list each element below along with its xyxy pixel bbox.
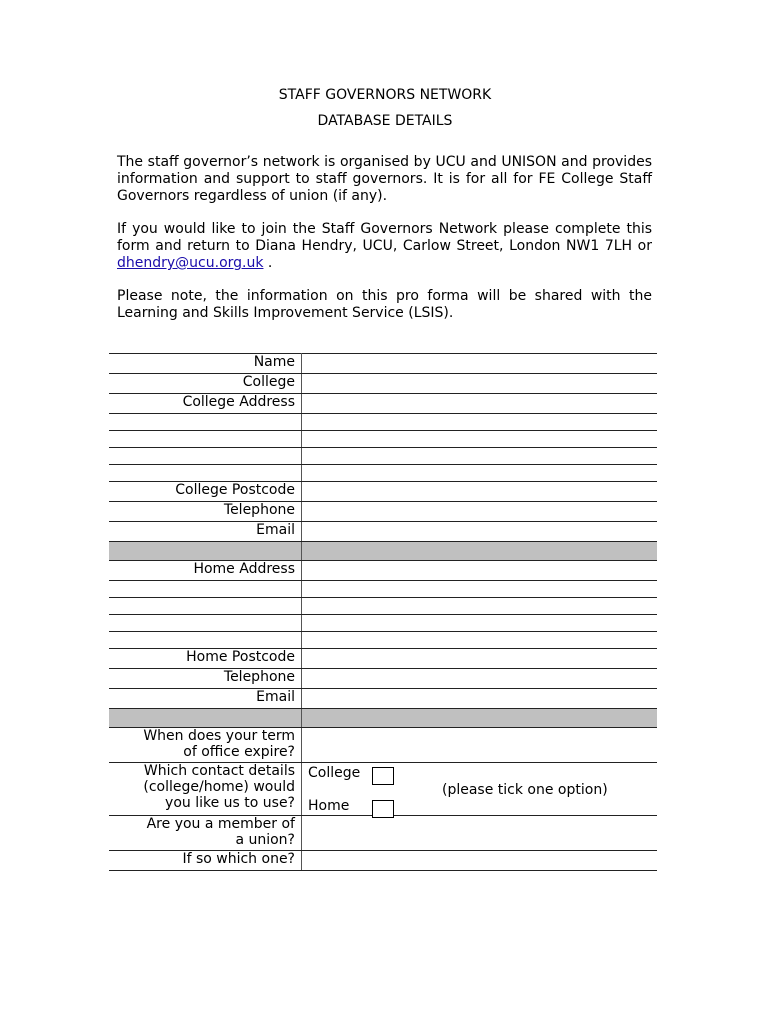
home-postcode-field[interactable]	[302, 649, 658, 669]
college-address-line-field[interactable]	[302, 414, 658, 431]
college-telephone-label: Telephone	[109, 502, 302, 522]
union-member-field[interactable]	[302, 816, 658, 851]
home-address-line-label	[109, 598, 302, 615]
home-email-field[interactable]	[302, 689, 658, 709]
term-expiry-label	[109, 728, 302, 763]
college-address-line-label	[109, 448, 302, 465]
college-postcode-field[interactable]	[302, 482, 658, 502]
contact-line1: Which contact details	[143, 763, 295, 779]
college-address-line-field[interactable]	[302, 465, 658, 482]
home-address-line-field[interactable]	[302, 598, 658, 615]
section-divider	[302, 709, 658, 728]
home-checkbox[interactable]	[372, 800, 394, 818]
home-email-label: Email	[109, 689, 302, 709]
term-expiry-field[interactable]	[302, 728, 658, 763]
note-paragraph: Please note, the information on this pro forma will be shared with the Learning and Skills Improvement Service (LSIS).	[117, 288, 652, 321]
college-postcode-label: College Postcode	[109, 482, 302, 502]
college-email-label: Email	[109, 522, 302, 542]
contact-line2: (college/home) would	[143, 779, 295, 795]
details-form	[109, 353, 657, 871]
college-address-line-field[interactable]	[302, 431, 658, 448]
union-member-label	[109, 816, 302, 851]
join-text: If you would like to join the Staff Governors Network please complete this form and return to Diana Hendry, UCU, Carlow Street, London NW1 7LH or	[117, 221, 652, 254]
tick-hint: (please tick one option)	[442, 782, 608, 798]
home-postcode-label: Home Postcode	[109, 649, 302, 669]
college-address-line-label	[109, 431, 302, 448]
college-email-field[interactable]	[302, 522, 658, 542]
college-telephone-field[interactable]	[302, 502, 658, 522]
which-union-label: If so which one?	[109, 851, 302, 871]
section-divider	[109, 542, 302, 561]
home-address-line-field[interactable]	[302, 581, 658, 598]
email-link[interactable]: dhendry@ucu.org.uk	[117, 255, 264, 271]
contact-preference-cell	[302, 763, 658, 816]
home-address-line-field[interactable]	[302, 615, 658, 632]
home-address-line-label	[109, 632, 302, 649]
option-college-label: College	[308, 765, 361, 781]
college-address-line-label	[109, 414, 302, 431]
union-line1: Are you a member of	[146, 816, 295, 832]
option-home-label: Home	[308, 798, 350, 814]
contact-line3: you like us to use?	[165, 795, 295, 811]
section-divider	[302, 542, 658, 561]
college-label: College	[109, 374, 302, 394]
contact-options	[302, 763, 657, 815]
contact-preference-label	[109, 763, 302, 816]
name-label: Name	[109, 354, 302, 374]
home-address-line-label	[109, 581, 302, 598]
section-divider	[109, 709, 302, 728]
home-telephone-field[interactable]	[302, 669, 658, 689]
college-checkbox[interactable]	[372, 767, 394, 785]
college-address-line-label	[109, 465, 302, 482]
college-address-field[interactable]	[302, 394, 658, 414]
intro-paragraph: The staff governor’s network is organised by UCU and UNISON and provides information and support to staff governors. It is for all for FE College Staff Governors regardless of union (if any).	[117, 154, 652, 204]
home-telephone-label: Telephone	[109, 669, 302, 689]
term-expiry-line2: of office expire?	[183, 744, 295, 760]
join-paragraph	[117, 221, 652, 272]
document-subtitle: DATABASE DETAILS	[317, 113, 453, 129]
term-expiry-line1: When does your term	[143, 728, 295, 744]
union-line2: a union?	[235, 832, 295, 848]
join-text-end: .	[263, 255, 273, 271]
name-field[interactable]	[302, 354, 658, 374]
college-address-label: College Address	[109, 394, 302, 414]
which-union-field[interactable]	[302, 851, 658, 871]
document-title: STAFF GOVERNORS NETWORK	[278, 87, 492, 103]
college-field[interactable]	[302, 374, 658, 394]
college-address-line-field[interactable]	[302, 448, 658, 465]
home-address-label: Home Address	[109, 561, 302, 581]
home-address-line-field[interactable]	[302, 632, 658, 649]
home-address-field[interactable]	[302, 561, 658, 581]
home-address-line-label	[109, 615, 302, 632]
